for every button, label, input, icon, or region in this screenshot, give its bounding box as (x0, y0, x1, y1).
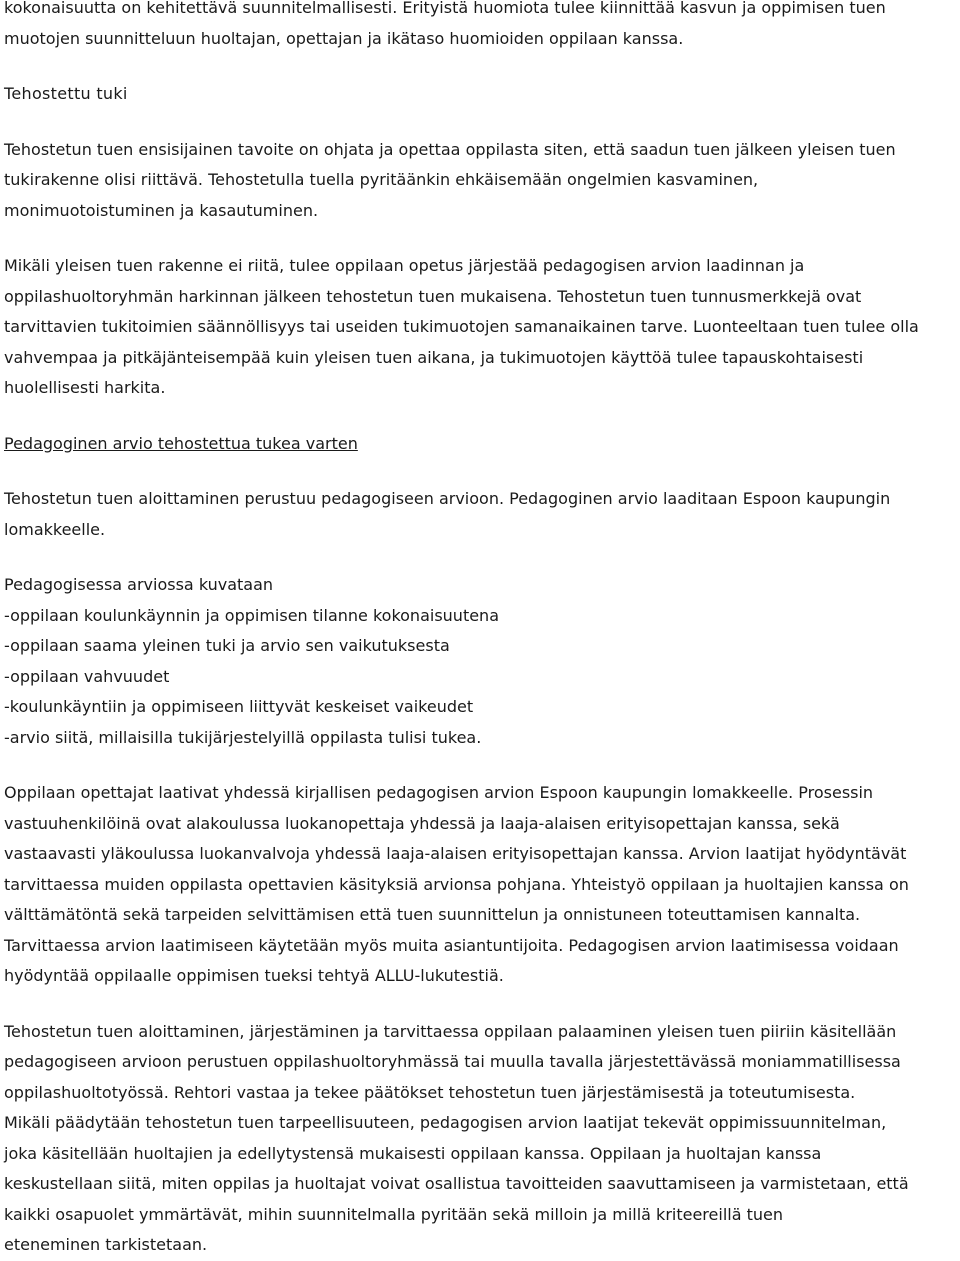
text-line: joka käsitellään huoltajien ja edellytystensä mukaisesti oppilaan kanssa. Oppilaan ja huoltajan kanssa (4, 1143, 822, 1163)
document-page (4, 0, 954, 1261)
text-line: Tehostetun tuen aloittaminen, järjestäminen ja tarvittaessa oppilaan palaaminen yleisen tuen piiriin käsitellään (4, 1021, 897, 1041)
text-line: keskustellaan siitä, miten oppilas ja huoltajat voivat osallistua tavoitteiden saavuttamiseen ja varmistetaan, että (4, 1174, 909, 1193)
list-item: -arvio siitä, millaisilla tukijärjestelyillä oppilasta tulisi tukea. (4, 727, 482, 747)
text-line: kokonaisuutta on kehitettävä suunnitelmallisesti. Erityistä huomiota tulee kiinnittää kasvun ja oppimisen tuen (4, 0, 886, 17)
text-line: vahvempaa ja pitkäjänteisempää kuin yleisen tuen aikana, ja tukimuotojen käyttöä tulee tapauskohtaisesti (4, 347, 864, 367)
section-heading-pedagoginen-arvio: Pedagoginen arvio tehostettua tukea varten (4, 433, 358, 453)
list-item: -oppilaan saama yleinen tuki ja arvio sen vaikutuksesta (4, 636, 450, 655)
paragraph-tavoite (4, 135, 954, 227)
list-intro: Pedagogisessa arviossa kuvataan (4, 575, 274, 594)
list-item: -koulunkäyntiin ja oppimiseen liittyvät keskeiset vaikeudet (4, 697, 474, 716)
text-line: lomakkeelle. (4, 519, 106, 539)
text-line: tarvittaessa muiden oppilasta opettavien käsityksiä arvionsa pohjana. Yhteistyö oppilaan ja huoltajien kanssa on (4, 874, 909, 894)
text-line: vastuuhenkilöinä ovat alakoulussa luokanopettaja yhdessä ja laaja-alaisen erityisopettajan kanssa, sekä (4, 813, 840, 833)
list-block (4, 570, 954, 753)
text-line: kaikki osapuolet ymmärtävät, mihin suunnitelmalla pyritään sekä milloin ja millä kriteereillä tuen (4, 1204, 783, 1224)
text-line: Tehostetun tuen aloittaminen perustuu pedagogiseen arvioon. Pedagoginen arvio laaditaan Espoon kaupungin (4, 489, 891, 508)
intro-paragraph (4, 0, 954, 54)
text-line: Tarvittaessa arvion laatimiseen käytetään myös muita asiantuntijoita. Pedagogisen arvion laatimisessa voidaan (4, 935, 899, 955)
text-line: tukirakenne olisi riittävä. Tehostetulla tuella pyritäänkin ehkäisemään ongelmien kasvaminen, (4, 170, 759, 189)
paragraph-laatijat (4, 778, 954, 992)
text-line: muotojen suunnitteluun huoltajan, opettajan ja ikätaso huomioiden oppilaan kanssa. (4, 28, 684, 48)
text-line: pedagogiseen arvioon perustuen oppilashuoltoryhmässä tai muulla tavalla järjestettävässä moniammatillisessa (4, 1052, 901, 1071)
text-line: eteneminen tarkistetaan. (4, 1235, 208, 1254)
text-line: Oppilaan opettajat laativat yhdessä kirjallisen pedagogisen arvion Espoon kaupungin lomakkeelle. Prosessin (4, 783, 874, 802)
list-item: -oppilaan koulunkäynnin ja oppimisen tilanne kokonaisuutena (4, 605, 499, 625)
text-line: oppilashuoltotyössä. Rehtori vastaa ja tekee päätökset tehostetun tuen järjestämisestä ja toteutumisesta. (4, 1082, 856, 1102)
list-item: -oppilaan vahvuudet (4, 666, 170, 686)
text-line: huolellisesti harkita. (4, 378, 166, 397)
text-line: Tehostetun tuen ensisijainen tavoite on ohjata ja opettaa oppilasta siten, että saadun tuen jälkeen yleisen tuen (4, 139, 896, 159)
text-line: monimuotoistuminen ja kasautuminen. (4, 200, 319, 220)
paragraph-kasittely (4, 1017, 954, 1261)
text-line: välttämätöntä sekä tarpeiden selvittämisen että tuen suunnittelun ja onnistuneen toteuttamisen kannalta. (4, 905, 861, 924)
text-line: hyödyntää oppilaalle oppimisen tueksi tehtyä ALLU-lukutestiä. (4, 966, 504, 985)
section-heading-tehostettu-tuki: Tehostettu tuki (4, 84, 128, 103)
text-line: oppilashuoltoryhmän harkinnan jälkeen tehostetun tuen mukaisena. Tehostetun tuen tunnusmerkkejä ovat (4, 286, 862, 306)
text-line: tarvittavien tukitoimien säännöllisyys tai useiden tukimuotojen samanaikainen tarve. Luonteeltaan tuen tulee olla (4, 317, 919, 336)
paragraph-tunnusmerkit (4, 251, 954, 404)
text-line: Mikäli yleisen tuen rakenne ei riitä, tulee oppilaan opetus järjestää pedagogisen arvion laadinnan ja (4, 256, 805, 275)
text-line: vastaavasti yläkoulussa luokanvalvoja yhdessä laaja-alaisen erityisopettajan kanssa. Arvion laatijat hyödyntävät (4, 844, 907, 863)
paragraph-aloittaminen (4, 484, 954, 545)
text-line: Mikäli päädytään tehostetun tuen tarpeellisuuteen, pedagogisen arvion laatijat tekevät oppimissuunnitelman, (4, 1113, 887, 1132)
